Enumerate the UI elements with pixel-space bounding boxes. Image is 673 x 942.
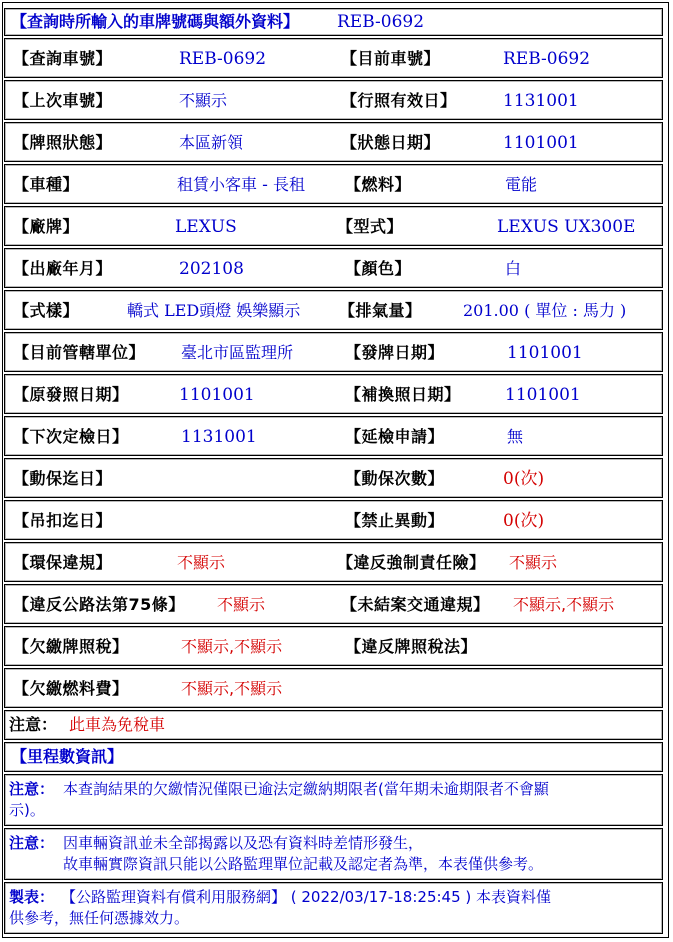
table-row xyxy=(4,206,663,246)
field-value: 0(次) xyxy=(503,469,545,489)
notice-text-line: 故車輛實際資訊只能以公路監理單位記載及認定者為準，本表僅供參考。 xyxy=(63,855,544,873)
field-value: 臺北市區監理所 xyxy=(181,343,294,362)
field-value: 不顯示 xyxy=(509,553,558,572)
tax-note-label: 注意： xyxy=(9,715,58,734)
field-value: 1131001 xyxy=(503,91,579,111)
field-value: REB-0692 xyxy=(503,49,591,69)
mileage-title: 【里程數資訊】 xyxy=(11,747,124,766)
field-label: 【狀態日期】 xyxy=(341,133,441,152)
field-value: 電能 xyxy=(505,175,538,194)
table-row xyxy=(4,332,663,372)
field-label: 【上次車號】 xyxy=(13,91,113,110)
field-label: 【環保違規】 xyxy=(13,553,113,572)
field-label: 【吊扣迄日】 xyxy=(13,511,113,530)
field-label: 【廠牌】 xyxy=(13,217,80,236)
footer-text-line: 供參考，無任何憑據效力。 xyxy=(9,909,190,927)
field-value: 201.00 ( 單位 : 馬力 ) xyxy=(463,301,627,320)
tax-note-row xyxy=(4,710,663,740)
field-label: 【排氣量】 xyxy=(339,301,422,320)
table-row xyxy=(4,584,663,624)
field-label: 【下次定檢日】 xyxy=(13,427,129,446)
table-row xyxy=(4,458,663,498)
field-value: 白 xyxy=(505,259,522,278)
header-plate: REB-0692 xyxy=(337,12,425,32)
field-value: 1131001 xyxy=(181,427,257,447)
field-value: 0(次) xyxy=(503,511,545,531)
field-label: 【目前車號】 xyxy=(341,49,441,68)
notice-label: 注意： xyxy=(9,834,55,852)
field-label: 【燃料】 xyxy=(345,175,412,194)
header-row xyxy=(4,8,663,36)
header-title: 【查詢時所輸入的車牌號碼與額外資料】 xyxy=(11,12,300,31)
table-row xyxy=(4,374,663,414)
table-row xyxy=(4,668,663,708)
field-value: 不顯示,不顯示 xyxy=(513,595,615,614)
tax-note-text: 此車為免稅車 xyxy=(69,715,166,734)
field-value: LEXUS UX300E xyxy=(497,217,636,237)
notice-label: 注意： xyxy=(9,780,55,798)
table-row xyxy=(4,164,663,204)
field-value: 不顯示,不顯示 xyxy=(181,679,283,698)
field-label: 【目前管轄單位】 xyxy=(13,343,146,362)
field-label: 【欠繳牌照稅】 xyxy=(13,637,129,656)
table-row xyxy=(4,122,663,162)
field-value: 202108 xyxy=(179,259,244,279)
field-value: 不顯示,不顯示 xyxy=(181,637,283,656)
field-label: 【延檢申請】 xyxy=(345,427,445,446)
table-row xyxy=(4,626,663,666)
field-label: 【出廠年月】 xyxy=(13,259,113,278)
table-row xyxy=(4,542,663,582)
field-label: 【未結案交通違規】 xyxy=(341,595,490,614)
notice-text-line: 示)。 xyxy=(9,801,45,819)
field-label: 【補換照日期】 xyxy=(345,385,461,404)
notice-row xyxy=(4,828,663,880)
field-value: 不顯示 xyxy=(177,553,226,572)
field-value: 本區新領 xyxy=(179,133,244,152)
field-value: 轎式 LED頭燈 娛樂顯示 xyxy=(127,301,301,320)
footer-text-line: 【公路監理資料有償利用服務網】 ( 2022/03/17-18:25:45 ) 本表資料僅 xyxy=(61,888,552,906)
field-label: 【行照有效日】 xyxy=(341,91,457,110)
field-value: 不顯示 xyxy=(217,595,266,614)
field-value: 1101001 xyxy=(503,133,579,153)
field-label: 【車種】 xyxy=(13,175,80,194)
table-row xyxy=(4,290,663,330)
field-label: 【查詢車號】 xyxy=(13,49,113,68)
footer-row xyxy=(4,882,663,934)
field-label: 【違反強制責任險】 xyxy=(337,553,486,572)
field-label: 【式樣】 xyxy=(13,301,80,320)
notice-text-line: 本查詢結果的欠繳情況僅限已逾法定繳納期限者(當年期未逾期限者不會顯 xyxy=(63,780,549,798)
table-row xyxy=(4,416,663,456)
field-label: 【顏色】 xyxy=(345,259,412,278)
table-row xyxy=(4,80,663,120)
table-row xyxy=(4,38,663,78)
field-value: 1101001 xyxy=(507,343,583,363)
field-value: 1101001 xyxy=(179,385,255,405)
field-label: 【原發照日期】 xyxy=(13,385,129,404)
notice-text-line: 因車輛資訊並未全部揭露以及恐有資料時差情形發生， xyxy=(63,834,424,852)
field-label: 【欠繳燃料費】 xyxy=(13,679,129,698)
field-label: 【違反公路法第75條】 xyxy=(13,595,185,614)
field-value: 1101001 xyxy=(505,385,581,405)
field-value: LEXUS xyxy=(175,217,237,237)
field-label: 【牌照狀態】 xyxy=(13,133,113,152)
notice-row xyxy=(4,774,663,826)
mileage-row xyxy=(4,742,663,772)
field-value: 無 xyxy=(507,427,524,446)
field-value: REB-0692 xyxy=(179,49,267,69)
table-row xyxy=(4,248,663,288)
field-label: 【動保迄日】 xyxy=(13,469,113,488)
field-label: 【違反牌照稅法】 xyxy=(345,637,478,656)
field-value: 租賃小客車 - 長租 xyxy=(177,175,305,194)
field-label: 【動保次數】 xyxy=(345,469,445,488)
field-label: 【型式】 xyxy=(337,217,404,236)
table-row xyxy=(4,500,663,540)
field-value: 不顯示 xyxy=(179,91,228,110)
field-label: 【發牌日期】 xyxy=(345,343,445,362)
field-label: 【禁止異動】 xyxy=(345,511,445,530)
footer-label: 製表： xyxy=(9,888,55,906)
